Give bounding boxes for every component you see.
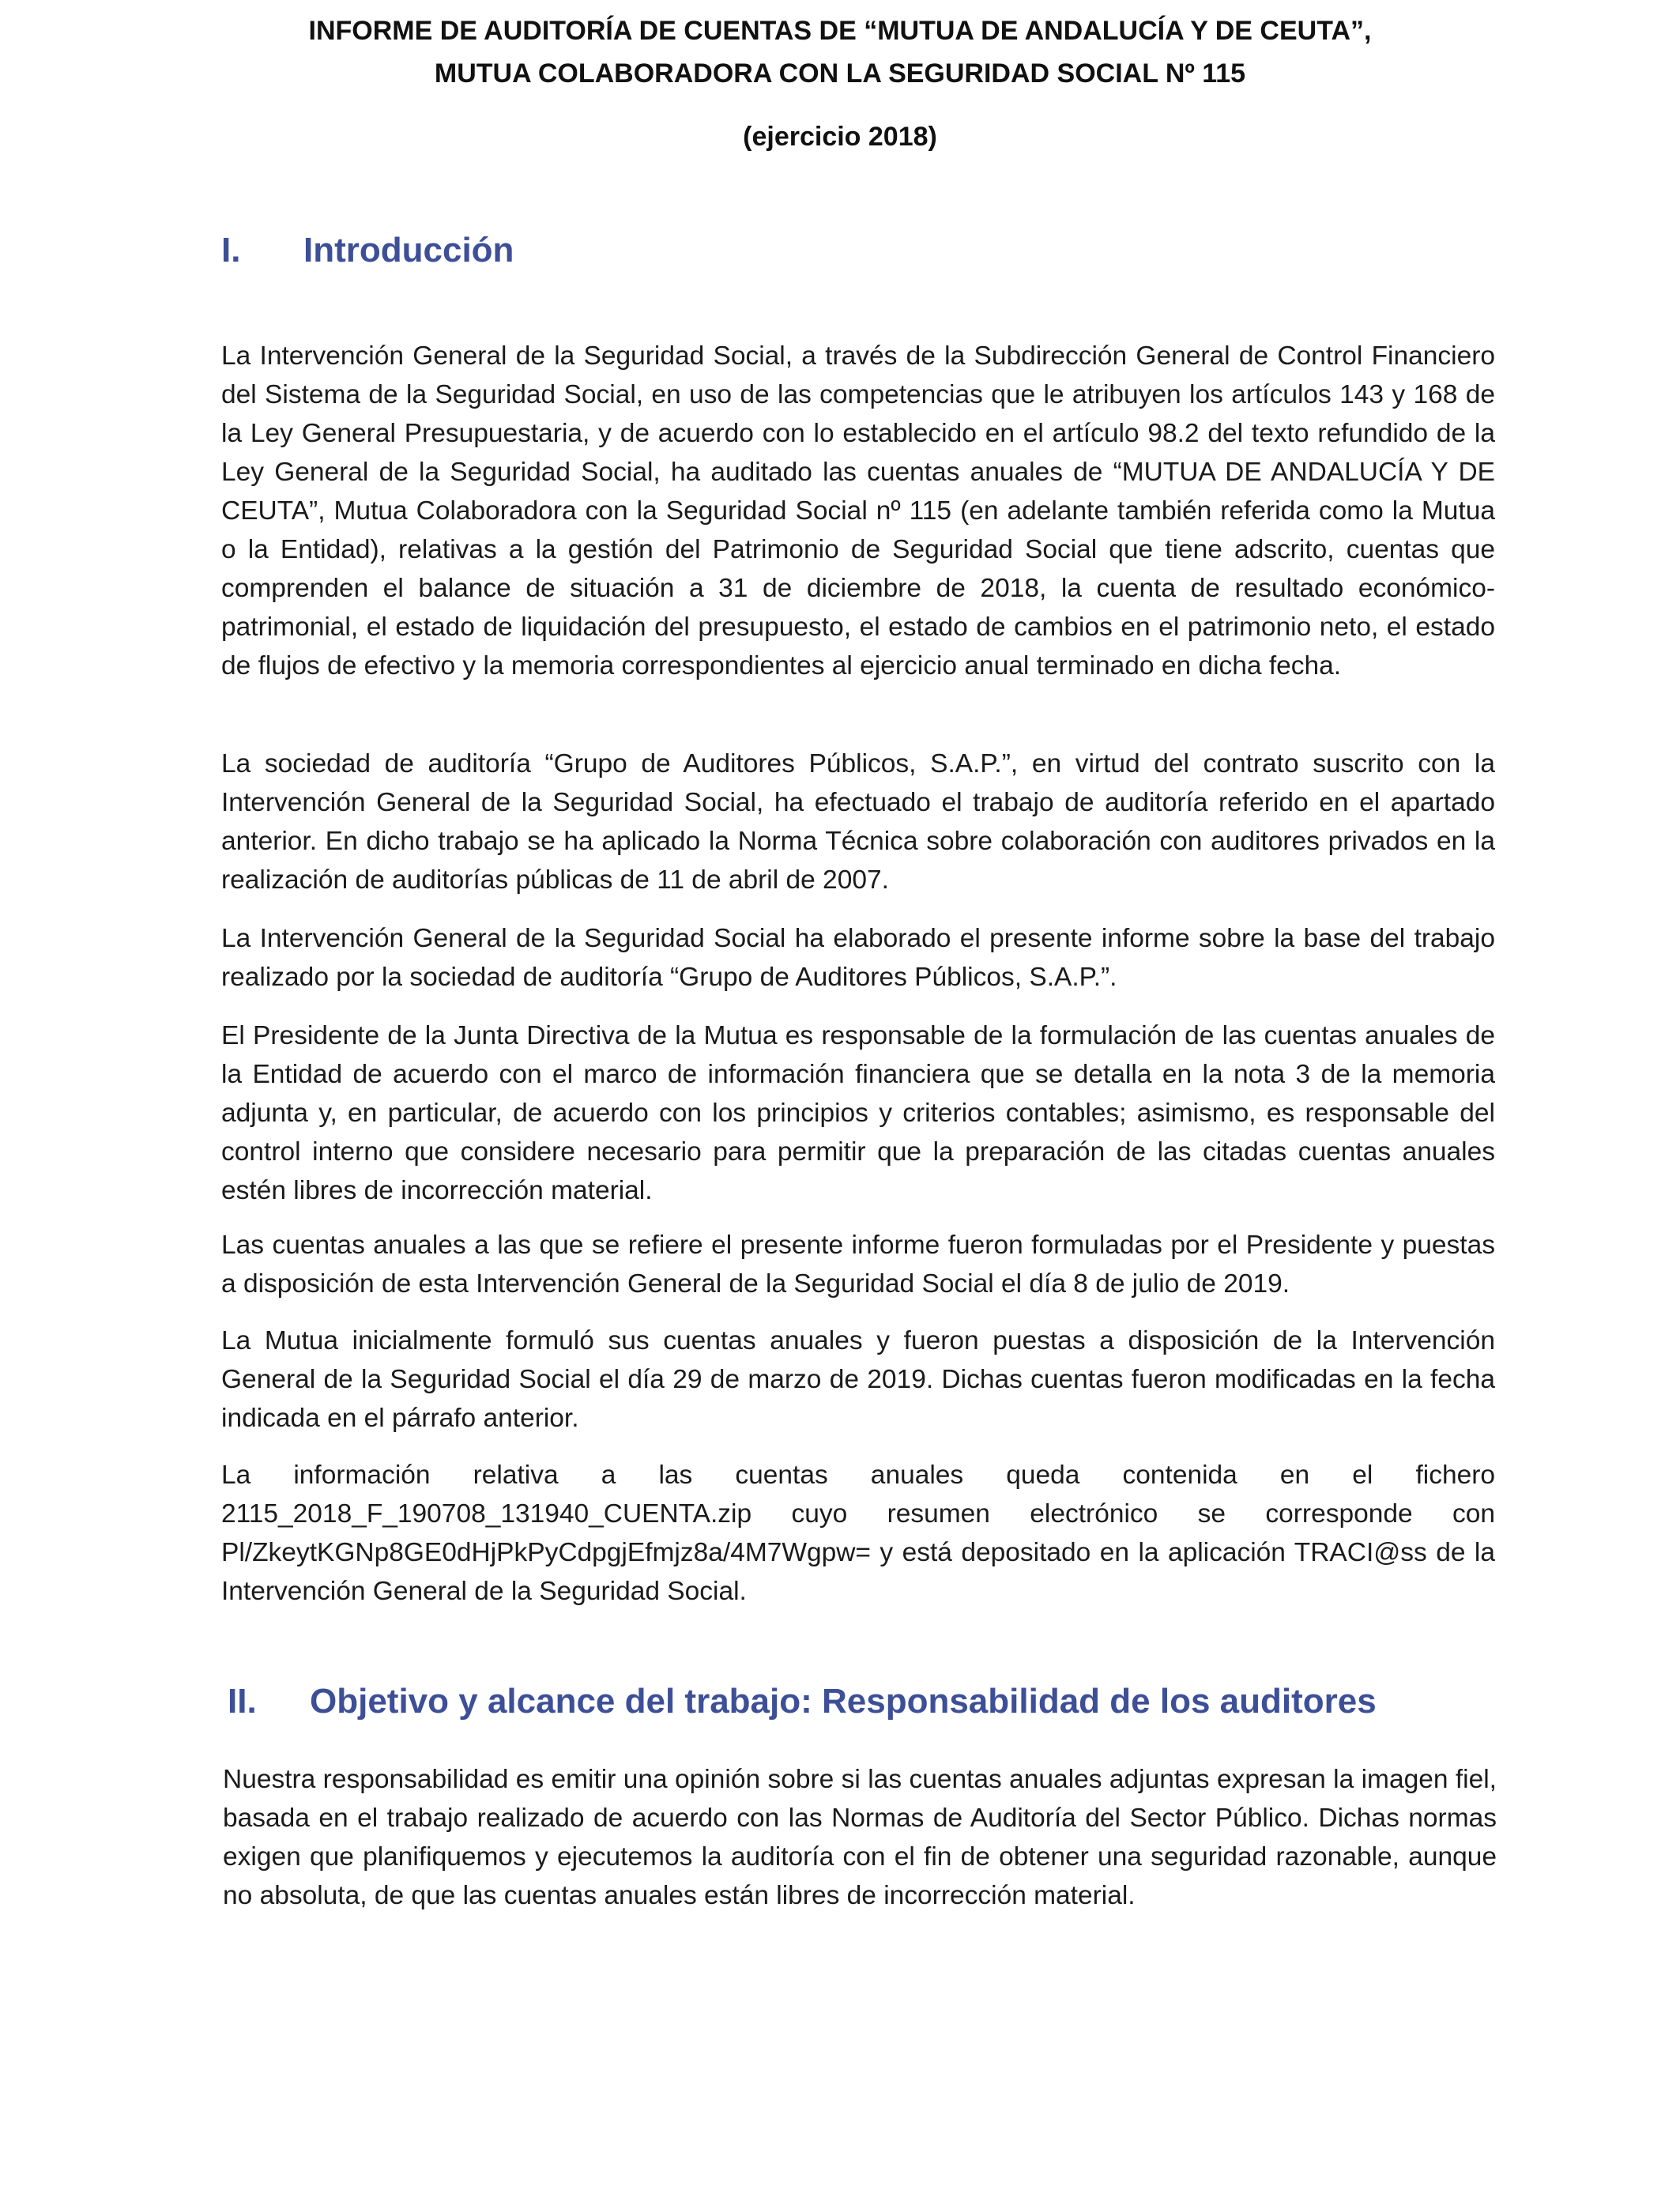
report-title-line-1: INFORME DE AUDITORÍA DE CUENTAS DE “MUTUA DE ANDALUCÍA Y DE CEUTA”, (308, 16, 1372, 46)
section-title: Introducción (303, 231, 514, 270)
paragraph-intro-3: La Intervención General de la Seguridad Social ha elaborado el presente informe sobre la base del trabajo realizado por la sociedad de auditoría “Grupo de Auditores Públicos, S.A.P.”. (221, 924, 1495, 992)
paragraph-intro-5: Las cuentas anuales a las que se refiere el presente informe fueron formuladas por el Presidente y puestas a disposición de esta Intervención General de la Seguridad Social el día 8 de julio de 2019. (221, 1231, 1495, 1299)
section-title: Objetivo y alcance del trabajo: Responsabilidad de los auditores (310, 1682, 1377, 1721)
section-number: I. (221, 231, 241, 270)
paragraph-intro-6: La Mutua inicialmente formuló sus cuentas anuales y fueron puestas a disposición de la Intervención General de la Seguridad Social el día 29 de marzo de 2019. Dichas cuentas fueron modificadas en la fecha indicada en el párrafo anterior. (221, 1326, 1495, 1433)
section-number: II. (228, 1682, 257, 1721)
paragraph-intro-1: La Intervención General de la Seguridad Social, a través de la Subdirección General de Control Financiero del Sistema de la Seguridad Social, en uso de las competencias que le atribuyen los artículos 143 y 168 de la Ley General Presupuestaria, y de acuerdo con lo establecido en el artículo 98.2 del texto refundido de la Ley General de la Seguridad Social, ha auditado las cuentas anuales de “MUTUA DE ANDALUCÍA Y DE CEUTA”, Mutua Colaboradora con la Seguridad Social nº 115 (en adelante también referida como la Mutua o la Entidad), relativas a la gestión del Patrimonio de Seguridad Social que tiene adscrito, cuentas que comprenden el balance de situación a 31 de diciembre de 2018, la cuenta de resultado económico-patrimonial, el estado de liquidación del presupuesto, el estado de cambios en el patrimonio neto, el estado de flujos de efectivo y la memoria correspondientes al ejercicio anual terminado en dicha fecha. (221, 341, 1495, 680)
paragraph-intro-7: La información relativa a las cuentas anuales queda contenida en el fichero 2115_2018_F_190708_131940_CUENTA.zip cuyo resumen electrónico se corresponde con Pl/ZkeytKGNp8GE0dHjPkPyCdpgjEfmjz8a/4M7Wgpw= y está depositado en la aplicación TRACI@ss de la Intervención General de la Seguridad Social. (221, 1461, 1495, 1606)
paragraph-intro-2: La sociedad de auditoría “Grupo de Auditores Públicos, S.A.P.”, en virtud del contrato suscrito con la Intervención General de la Seguridad Social, ha efectuado el trabajo de auditoría referido en el apartado anterior. En dicho trabajo se ha aplicado la Norma Técnica sobre colaboración con auditores privados en la realización de auditorías públicas de 11 de abril de 2007. (221, 749, 1495, 895)
paragraph-intro-4: El Presidente de la Junta Directiva de la Mutua es responsable de la formulación de las cuentas anuales de la Entidad de acuerdo con el marco de información financiera que se detalla en la nota 3 de la memoria adjunta y, en particular, de acuerdo con los principios y criterios contables; asimismo, es responsable del control interno que considere necesario para permitir que la preparación de las citadas cuentas anuales estén libres de incorrección material. (221, 1021, 1495, 1205)
report-title-year: (ejercicio 2018) (743, 122, 937, 152)
paragraph-objetivo-1: Nuestra responsabilidad es emitir una opinión sobre si las cuentas anuales adjuntas expresan la imagen fiel, basada en el trabajo realizado de acuerdo con las Normas de Auditoría del Sector Público. Dichas normas exigen que planifiquemos y ejecutemos la auditoría con el fin de obtener una seguridad razonable, aunque no absoluta, de que las cuentas anuales están libres de incorrección material. (223, 1765, 1497, 1910)
report-title-line-2: MUTUA COLABORADORA CON LA SEGURIDAD SOCIAL Nº 115 (434, 58, 1246, 89)
